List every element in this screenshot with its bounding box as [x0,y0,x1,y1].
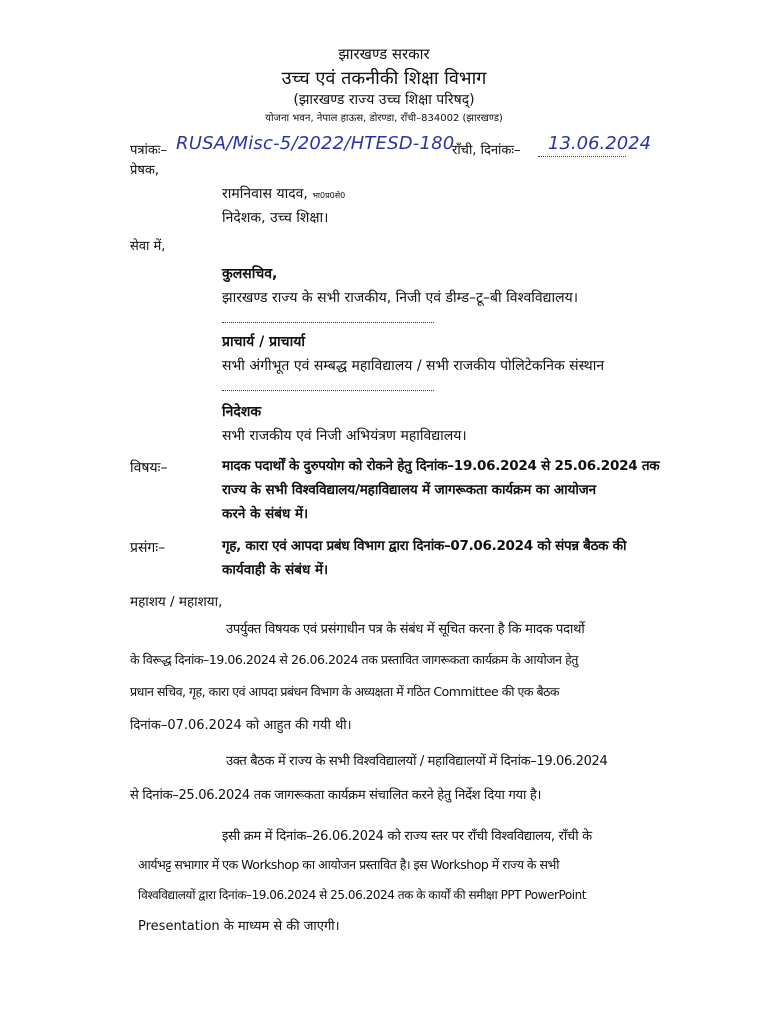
recipient-2-title: प्राचार्य / प्राचार्या [222,334,305,350]
recipient-1-title: कुलसचिव, [222,266,278,282]
subject-line-2: राज्य के सभी विश्वविद्यालय/महाविद्यालय में जागरूकता कार्यक्रम का आयोजन [222,482,596,498]
place-date-label: राँची, दिनांकः– [452,143,521,158]
dotted-separator-2 [222,390,434,391]
paragraph-3-line-1: इसी क्रम में दिनांक–26.06.2024 को राज्य स्तर पर राँची विश्वविद्यालय, राँची के [222,829,592,844]
recipient-3-desc: सभी राजकीय एवं निजी अभियंत्रण महाविद्यालय। [222,428,467,444]
dotted-separator-1 [222,322,434,323]
recipient-3-title: निदेशक [222,404,262,420]
recipient-1-desc: झारखण्ड राज्य के सभी राजकीय, निजी एवं डीम्ड–टू–बी विश्वविद्यालय। [222,290,579,306]
patrank-label: पत्रांकः– [130,143,168,158]
sender-name-line [222,184,345,203]
date-value: 13.06.2024 [548,133,652,154]
reference-line-1: गृह, कारा एवं आपदा प्रबंध विभाग द्वारा दिनांक–07.06.2024 को संपन्न बैठक की [222,538,627,554]
patrank-value: RUSA/Misc-5/2022/HTESD-180 [176,133,455,154]
sender-name: रामनिवास यादव, [222,186,308,202]
salutation: महाशय / महाशया, [130,594,223,610]
sender-label: प्रेषक, [130,163,160,178]
paragraph-1-line-4: दिनांक–07.06.2024 को आहुत की गयी थी। [130,718,352,733]
paragraph-2-line-2: से दिनांक–25.06.2024 तक जागरूकता कार्यक्रम संचालित करने हेतु निर्देश दिया गया है। [130,788,542,803]
council-title: (झारखण्ड राज्य उच्च शिक्षा परिषद्) [293,92,475,108]
recipients-label: सेवा में, [130,239,166,254]
paragraph-3-line-4: Presentation के माध्यम से की जाएगी। [138,919,340,934]
date-dotted-line [538,156,626,157]
sender-service: भा0प्र0से0 [312,191,346,200]
address-line: योजना भवन, नेपाल हाऊस, डोरण्डा, राँची–834002 (झारखण्ड) [265,113,503,124]
recipient-2-desc: सभी अंगीभूत एवं सम्बद्ध महाविद्यालय / सभी राजकीय पोलिटेकनिक संस्थान [222,358,605,374]
reference-label: प्रसंगः– [130,540,166,556]
subject-line-1: मादक पदार्थों के दुरुपयोग को रोकने हेतु दिनांक–19.06.2024 से 25.06.2024 तक [222,458,660,474]
paragraph-2-line-1: उक्त बैठक में राज्य के सभी विश्वविद्यालयों / महाविद्यालयों में दिनांक–19.06.2024 [226,754,608,769]
paragraph-1-line-3: प्रधान सचिव, गृह, कारा एवं आपदा प्रबंधन विभाग के अध्यक्षता में गठित Committee की एक बैठक [130,684,559,699]
department-title: उच्च एवं तकनीकी शिक्षा विभाग [281,68,487,89]
paragraph-1-line-1: उपर्युक्त विषयक एवं प्रसंगाधीन पत्र के संबंध में सूचित करना है कि मादक पदार्थो [226,622,585,637]
paragraph-3-line-2: आर्यभट्ट सभागार में एक Workshop का आयोजन प्रस्तावित है। इस Workshop में राज्य के सभी [138,857,559,872]
subject-label: विषयः– [130,460,168,476]
govt-title: झारखण्ड सरकार [338,45,430,63]
paragraph-3-line-3: विश्वविद्यालयों द्वारा दिनांक–19.06.2024 से 25.06.2024 तक के कार्यों की समीक्षा PPT PowerPoint [138,888,587,902]
reference-line-2: कार्यवाही के संबंध में। [222,562,329,578]
subject-line-3: करने के संबंध में। [222,506,309,522]
paragraph-1-line-2: के विरूद्ध दिनांक–19.06.2024 से 26.06.2024 तक प्रस्तावित जागरूकता कार्यक्रम के आयोजन हेतु [130,652,578,667]
sender-designation: निदेशक, उच्च शिक्षा। [222,210,329,226]
